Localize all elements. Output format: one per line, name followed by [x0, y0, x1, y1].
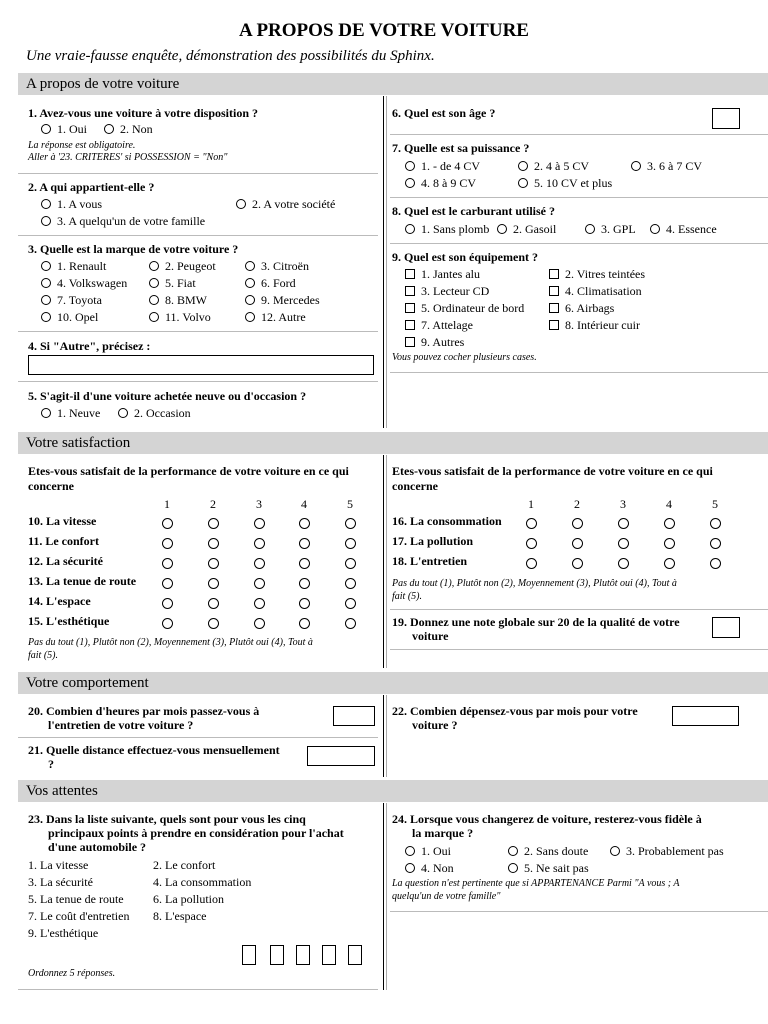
q20-hours-input[interactable] — [333, 706, 375, 726]
q19-label-2: voiture — [412, 629, 449, 643]
separator — [390, 911, 768, 912]
q24-note: La question n'est pertinente que si APPARTENANCE Parmi "A vous ; A — [392, 878, 680, 889]
q22-label: 22. Combien dépensez-vous par mois pour votre — [392, 704, 638, 718]
q5-option-neuve[interactable]: 1. Neuve — [41, 406, 100, 421]
right-item-3-radio-2[interactable] — [572, 558, 583, 569]
sat-left-header: Etes-vous satisfait de la performance de votre voiture en ce qui — [28, 464, 349, 478]
checkbox-icon[interactable] — [405, 337, 415, 347]
radio-icon[interactable] — [405, 846, 415, 856]
left-scale-1: 1 — [164, 497, 170, 511]
q22-spend-input[interactable] — [672, 706, 739, 726]
q23-rank-box-1[interactable] — [242, 945, 256, 965]
checkbox-icon[interactable] — [405, 286, 415, 296]
q20-label-2: l'entretien de votre voiture ? — [48, 718, 194, 732]
q7-option-3[interactable]: 3. 6 à 7 CV — [631, 159, 702, 174]
q3-option-2[interactable]: 2. Peugeot — [149, 259, 216, 274]
radio-icon[interactable] — [149, 278, 159, 288]
section-header-satisfaction: Votre satisfaction — [18, 432, 768, 454]
left-item-6-radio-1[interactable] — [162, 618, 173, 629]
radio-icon[interactable] — [41, 312, 51, 322]
q9-option-9[interactable]: 9. Autres — [405, 335, 464, 350]
q2-option-3[interactable]: 3. A quelqu'un de votre famille — [41, 214, 205, 229]
checkbox-icon[interactable] — [549, 286, 559, 296]
radio-icon[interactable] — [610, 846, 620, 856]
q7-label: 7. Quelle est sa puissance ? — [392, 141, 530, 155]
q5-option-occasion[interactable]: 2. Occasion — [118, 406, 191, 421]
q2-option-1[interactable]: 1. A vous — [41, 197, 102, 212]
q23-rank-box-4[interactable] — [322, 945, 336, 965]
left-item-6-radio-5[interactable] — [345, 618, 356, 629]
q9-option-5[interactable]: 5. Ordinateur de bord — [405, 301, 524, 316]
q3-option-10[interactable]: 10. Opel — [41, 310, 98, 325]
column-divider-shadow — [386, 96, 387, 428]
separator — [390, 609, 768, 610]
q1-option-oui[interactable]: 1. Oui — [41, 122, 87, 137]
checkbox-icon[interactable] — [405, 303, 415, 313]
left-scale-2: 2 — [210, 497, 216, 511]
left-item-4-radio-5[interactable] — [345, 578, 356, 589]
radio-icon[interactable] — [41, 199, 51, 209]
left-scale-4: 4 — [301, 497, 307, 511]
q24-option-2[interactable]: 2. Sans doute — [508, 844, 588, 859]
radio-icon[interactable] — [41, 278, 51, 288]
q8-option-3[interactable]: 3. GPL — [585, 222, 636, 237]
column-divider-shadow — [386, 803, 387, 990]
checkbox-icon[interactable] — [549, 303, 559, 313]
left-item-1-radio-4[interactable] — [299, 518, 310, 529]
right-item-2-radio-5[interactable] — [710, 538, 721, 549]
separator — [390, 243, 768, 244]
left-item-6-radio-3[interactable] — [254, 618, 265, 629]
right-item-2-radio-4[interactable] — [664, 538, 675, 549]
q23-item-7: 7. Le coût d'entretien — [28, 909, 130, 923]
radio-icon[interactable] — [149, 312, 159, 322]
left-item-2-radio-1[interactable] — [162, 538, 173, 549]
sat-right-header-2: concerne — [392, 479, 438, 493]
page-title: A PROPOS DE VOTRE VOITURE — [239, 20, 529, 41]
left-item-label: 12. La sécurité — [28, 554, 103, 568]
radio-icon[interactable] — [518, 161, 528, 171]
q23-label-2: principaux points à prendre en considération pour l'achat — [48, 826, 344, 840]
right-item-label: 17. La pollution — [392, 534, 474, 548]
q23-rank-box-5[interactable] — [348, 945, 362, 965]
q3-option-11[interactable]: 11. Volvo — [149, 310, 211, 325]
left-item-3-radio-5[interactable] — [345, 558, 356, 569]
q9-note: Vous pouvez cocher plusieurs cases. — [392, 352, 537, 363]
left-item-6-radio-2[interactable] — [208, 618, 219, 629]
radio-icon[interactable] — [405, 863, 415, 873]
radio-icon[interactable] — [245, 295, 255, 305]
q9-option-3[interactable]: 3. Lecteur CD — [405, 284, 489, 299]
radio-icon[interactable] — [508, 863, 518, 873]
q4-text-input[interactable] — [28, 355, 374, 375]
column-divider-shadow — [386, 455, 387, 668]
q2-label: 2. A qui appartient-elle ? — [28, 180, 155, 194]
q5-label: 5. S'agit-il d'une voiture achetée neuve ou d'occasion ? — [28, 389, 307, 403]
right-item-1-radio-5[interactable] — [710, 518, 721, 529]
q3-option-4[interactable]: 4. Volkswagen — [41, 276, 127, 291]
radio-icon[interactable] — [41, 295, 51, 305]
section-header-expectations: Vos attentes — [18, 780, 768, 802]
radio-icon[interactable] — [405, 178, 415, 188]
q9-option-4[interactable]: 4. Climatisation — [549, 284, 642, 299]
left-item-4-radio-1[interactable] — [162, 578, 173, 589]
right-item-1-radio-4[interactable] — [664, 518, 675, 529]
q3-label: 3. Quelle est la marque de votre voiture ? — [28, 242, 239, 256]
radio-icon[interactable] — [41, 216, 51, 226]
right-scale-4: 4 — [666, 497, 672, 511]
column-divider — [383, 695, 384, 777]
q23-label: 23. Dans la liste suivante, quels sont pour vous les cinq — [28, 812, 306, 826]
q24-option-3[interactable]: 3. Probablement pas — [610, 844, 724, 859]
q23-rank-box-2[interactable] — [270, 945, 284, 965]
right-item-2-radio-2[interactable] — [572, 538, 583, 549]
q21-distance-input[interactable] — [307, 746, 375, 766]
q23-item-8: 8. L'espace — [153, 909, 207, 923]
sat-left-legend-2: fait (5). — [28, 650, 58, 661]
q19-label: 19. Donnez une note globale sur 20 de la qualité de votre — [392, 615, 680, 629]
left-item-1-radio-2[interactable] — [208, 518, 219, 529]
q20-label: 20. Combien d'heures par mois passez-vous à — [28, 704, 260, 718]
q2-option-2[interactable]: 2. A votre société — [236, 197, 335, 212]
column-divider — [383, 803, 384, 990]
radio-icon[interactable] — [650, 224, 660, 234]
q8-option-2[interactable]: 2. Gasoil — [497, 222, 556, 237]
right-scale-5: 5 — [712, 497, 718, 511]
q24-label: 24. Lorsque vous changerez de voiture, resterez-vous fidèle à — [392, 812, 702, 826]
radio-icon[interactable] — [405, 161, 415, 171]
right-scale-3: 3 — [620, 497, 626, 511]
left-item-5-radio-2[interactable] — [208, 598, 219, 609]
right-scale-2: 2 — [574, 497, 580, 511]
left-item-2-radio-2[interactable] — [208, 538, 219, 549]
checkbox-icon[interactable] — [549, 320, 559, 330]
q1-note-skip: Aller à '23. CRITERES' si POSSESSION = "Non" — [28, 152, 228, 163]
q1-label: 1. Avez-vous une voiture à votre disposition ? — [28, 106, 259, 120]
q7-option-1[interactable]: 1. - de 4 CV — [405, 159, 480, 174]
right-item-label: 18. L'entretien — [392, 554, 468, 568]
q1-note-required: La réponse est obligatoire. — [28, 140, 136, 151]
q23-item-9: 9. L'esthétique — [28, 926, 99, 940]
page-subtitle: Une vraie-fausse enquête, démonstration des possibilités du Sphinx. — [26, 48, 435, 64]
q3-option-5[interactable]: 5. Fiat — [149, 276, 196, 291]
left-item-label: 10. La vitesse — [28, 514, 97, 528]
right-item-3-radio-5[interactable] — [710, 558, 721, 569]
separator — [390, 649, 768, 650]
left-item-5-radio-1[interactable] — [162, 598, 173, 609]
right-item-1-radio-3[interactable] — [618, 518, 629, 529]
right-item-2-radio-1[interactable] — [526, 538, 537, 549]
radio-icon[interactable] — [41, 408, 51, 418]
separator — [18, 381, 378, 382]
q23-item-2: 2. Le confort — [153, 858, 216, 872]
right-item-3-radio-3[interactable] — [618, 558, 629, 569]
radio-icon[interactable] — [631, 161, 641, 171]
separator — [18, 173, 378, 174]
q23-item-4: 4. La consommation — [153, 875, 252, 889]
q9-option-1[interactable]: 1. Jantes alu — [405, 267, 480, 282]
radio-icon[interactable] — [149, 295, 159, 305]
q3-option-12[interactable]: 12. Autre — [245, 310, 306, 325]
right-item-1-radio-2[interactable] — [572, 518, 583, 529]
radio-icon[interactable] — [41, 124, 51, 134]
left-item-3-radio-2[interactable] — [208, 558, 219, 569]
radio-icon[interactable] — [118, 408, 128, 418]
separator — [390, 197, 768, 198]
column-divider — [383, 455, 384, 668]
q23-label-3: d'une automobile ? — [48, 840, 147, 854]
q7-option-4[interactable]: 4. 8 à 9 CV — [405, 176, 476, 191]
section-header-behaviour: Votre comportement — [18, 672, 768, 694]
left-item-1-radio-5[interactable] — [345, 518, 356, 529]
q23-item-1: 1. La vitesse — [28, 858, 89, 872]
left-item-4-radio-4[interactable] — [299, 578, 310, 589]
sat-left-legend: Pas du tout (1), Plutôt non (2), Moyennement (3), Plutôt oui (4), Tout à — [28, 637, 313, 648]
right-scale-1: 1 — [528, 497, 534, 511]
q9-option-6[interactable]: 6. Airbags — [549, 301, 614, 316]
sat-right-legend: Pas du tout (1), Plutôt non (2), Moyennement (3), Plutôt oui (4), Tout à — [392, 578, 677, 589]
separator — [18, 331, 378, 332]
separator — [18, 737, 378, 738]
checkbox-icon[interactable] — [405, 320, 415, 330]
q22-label-2: voiture ? — [412, 718, 458, 732]
left-item-2-radio-4[interactable] — [299, 538, 310, 549]
radio-icon[interactable] — [104, 124, 114, 134]
left-item-6-radio-4[interactable] — [299, 618, 310, 629]
left-item-5-radio-5[interactable] — [345, 598, 356, 609]
right-item-3-radio-1[interactable] — [526, 558, 537, 569]
q4-label: 4. Si "Autre", précisez : — [28, 339, 151, 353]
right-item-1-radio-1[interactable] — [526, 518, 537, 529]
q3-option-7[interactable]: 7. Toyota — [41, 293, 102, 308]
radio-icon[interactable] — [245, 312, 255, 322]
radio-icon[interactable] — [245, 278, 255, 288]
q23-rank-box-3[interactable] — [296, 945, 310, 965]
q23-item-6: 6. La pollution — [153, 892, 224, 906]
q6-label: 6. Quel est son âge ? — [392, 106, 496, 120]
left-item-5-radio-4[interactable] — [299, 598, 310, 609]
q21-label-2: ? — [48, 757, 54, 771]
left-item-3-radio-4[interactable] — [299, 558, 310, 569]
left-item-label: 13. La tenue de route — [28, 574, 137, 588]
q23-item-5: 5. La tenue de route — [28, 892, 124, 906]
separator — [18, 235, 378, 236]
q24-option-5[interactable]: 5. Ne sait pas — [508, 861, 589, 876]
radio-icon[interactable] — [497, 224, 507, 234]
right-item-3-radio-4[interactable] — [664, 558, 675, 569]
radio-icon[interactable] — [508, 846, 518, 856]
left-scale-3: 3 — [256, 497, 262, 511]
left-item-5-radio-3[interactable] — [254, 598, 265, 609]
q9-option-8[interactable]: 8. Intérieur cuir — [549, 318, 640, 333]
right-item-label: 16. La consommation — [392, 514, 502, 528]
q19-note-input[interactable] — [712, 617, 740, 638]
radio-icon[interactable] — [518, 178, 528, 188]
checkbox-icon[interactable] — [549, 269, 559, 279]
q9-label: 9. Quel est son équipement ? — [392, 250, 539, 264]
radio-icon[interactable] — [585, 224, 595, 234]
left-item-label: 14. L'espace — [28, 594, 91, 608]
q8-option-4[interactable]: 4. Essence — [650, 222, 717, 237]
separator — [390, 134, 768, 135]
radio-icon[interactable] — [405, 224, 415, 234]
q7-option-5[interactable]: 5. 10 CV et plus — [518, 176, 612, 191]
q21-label: 21. Quelle distance effectuez-vous mensuellement — [28, 743, 280, 757]
q3-option-1[interactable]: 1. Renault — [41, 259, 106, 274]
separator — [18, 989, 378, 990]
left-item-4-radio-2[interactable] — [208, 578, 219, 589]
sat-left-header-2: concerne — [28, 479, 74, 493]
q24-label-2: la marque ? — [412, 826, 474, 840]
q8-option-1[interactable]: 1. Sans plomb — [405, 222, 489, 237]
q7-option-2[interactable]: 2. 4 à 5 CV — [518, 159, 589, 174]
separator — [390, 372, 768, 373]
left-item-3-radio-1[interactable] — [162, 558, 173, 569]
q8-label: 8. Quel est le carburant utilisé ? — [392, 204, 555, 218]
left-item-3-radio-3[interactable] — [254, 558, 265, 569]
q1-option-non[interactable]: 2. Non — [104, 122, 153, 137]
sat-right-legend-2: fait (5). — [392, 591, 422, 602]
left-item-2-radio-3[interactable] — [254, 538, 265, 549]
column-divider-shadow — [386, 695, 387, 777]
q24-option-4[interactable]: 4. Non — [405, 861, 454, 876]
radio-icon[interactable] — [245, 261, 255, 271]
left-item-4-radio-3[interactable] — [254, 578, 265, 589]
q24-option-1[interactable]: 1. Oui — [405, 844, 451, 859]
q3-option-6[interactable]: 6. Ford — [245, 276, 296, 291]
q3-option-9[interactable]: 9. Mercedes — [245, 293, 320, 308]
left-item-label: 15. L'esthétique — [28, 614, 110, 628]
right-item-2-radio-3[interactable] — [618, 538, 629, 549]
q9-option-2[interactable]: 2. Vitres teintées — [549, 267, 645, 282]
q24-note-2: quelqu'un de votre famille" — [392, 891, 501, 902]
q6-age-input[interactable] — [712, 108, 740, 129]
sat-right-header: Etes-vous satisfait de la performance de votre voiture en ce qui — [392, 464, 713, 478]
q23-item-3: 3. La sécurité — [28, 875, 93, 889]
left-item-label: 11. Le confort — [28, 534, 99, 548]
q9-option-7[interactable]: 7. Attelage — [405, 318, 473, 333]
left-item-1-radio-3[interactable] — [254, 518, 265, 529]
left-item-1-radio-1[interactable] — [162, 518, 173, 529]
column-divider — [383, 96, 384, 428]
radio-icon[interactable] — [149, 261, 159, 271]
q3-option-8[interactable]: 8. BMW — [149, 293, 207, 308]
checkbox-icon[interactable] — [405, 269, 415, 279]
section-header-car: A propos de votre voiture — [18, 73, 768, 95]
radio-icon[interactable] — [41, 261, 51, 271]
q23-note: Ordonnez 5 réponses. — [28, 968, 116, 979]
left-scale-5: 5 — [347, 497, 353, 511]
left-item-2-radio-5[interactable] — [345, 538, 356, 549]
radio-icon[interactable] — [236, 199, 246, 209]
q3-option-3[interactable]: 3. Citroën — [245, 259, 309, 274]
